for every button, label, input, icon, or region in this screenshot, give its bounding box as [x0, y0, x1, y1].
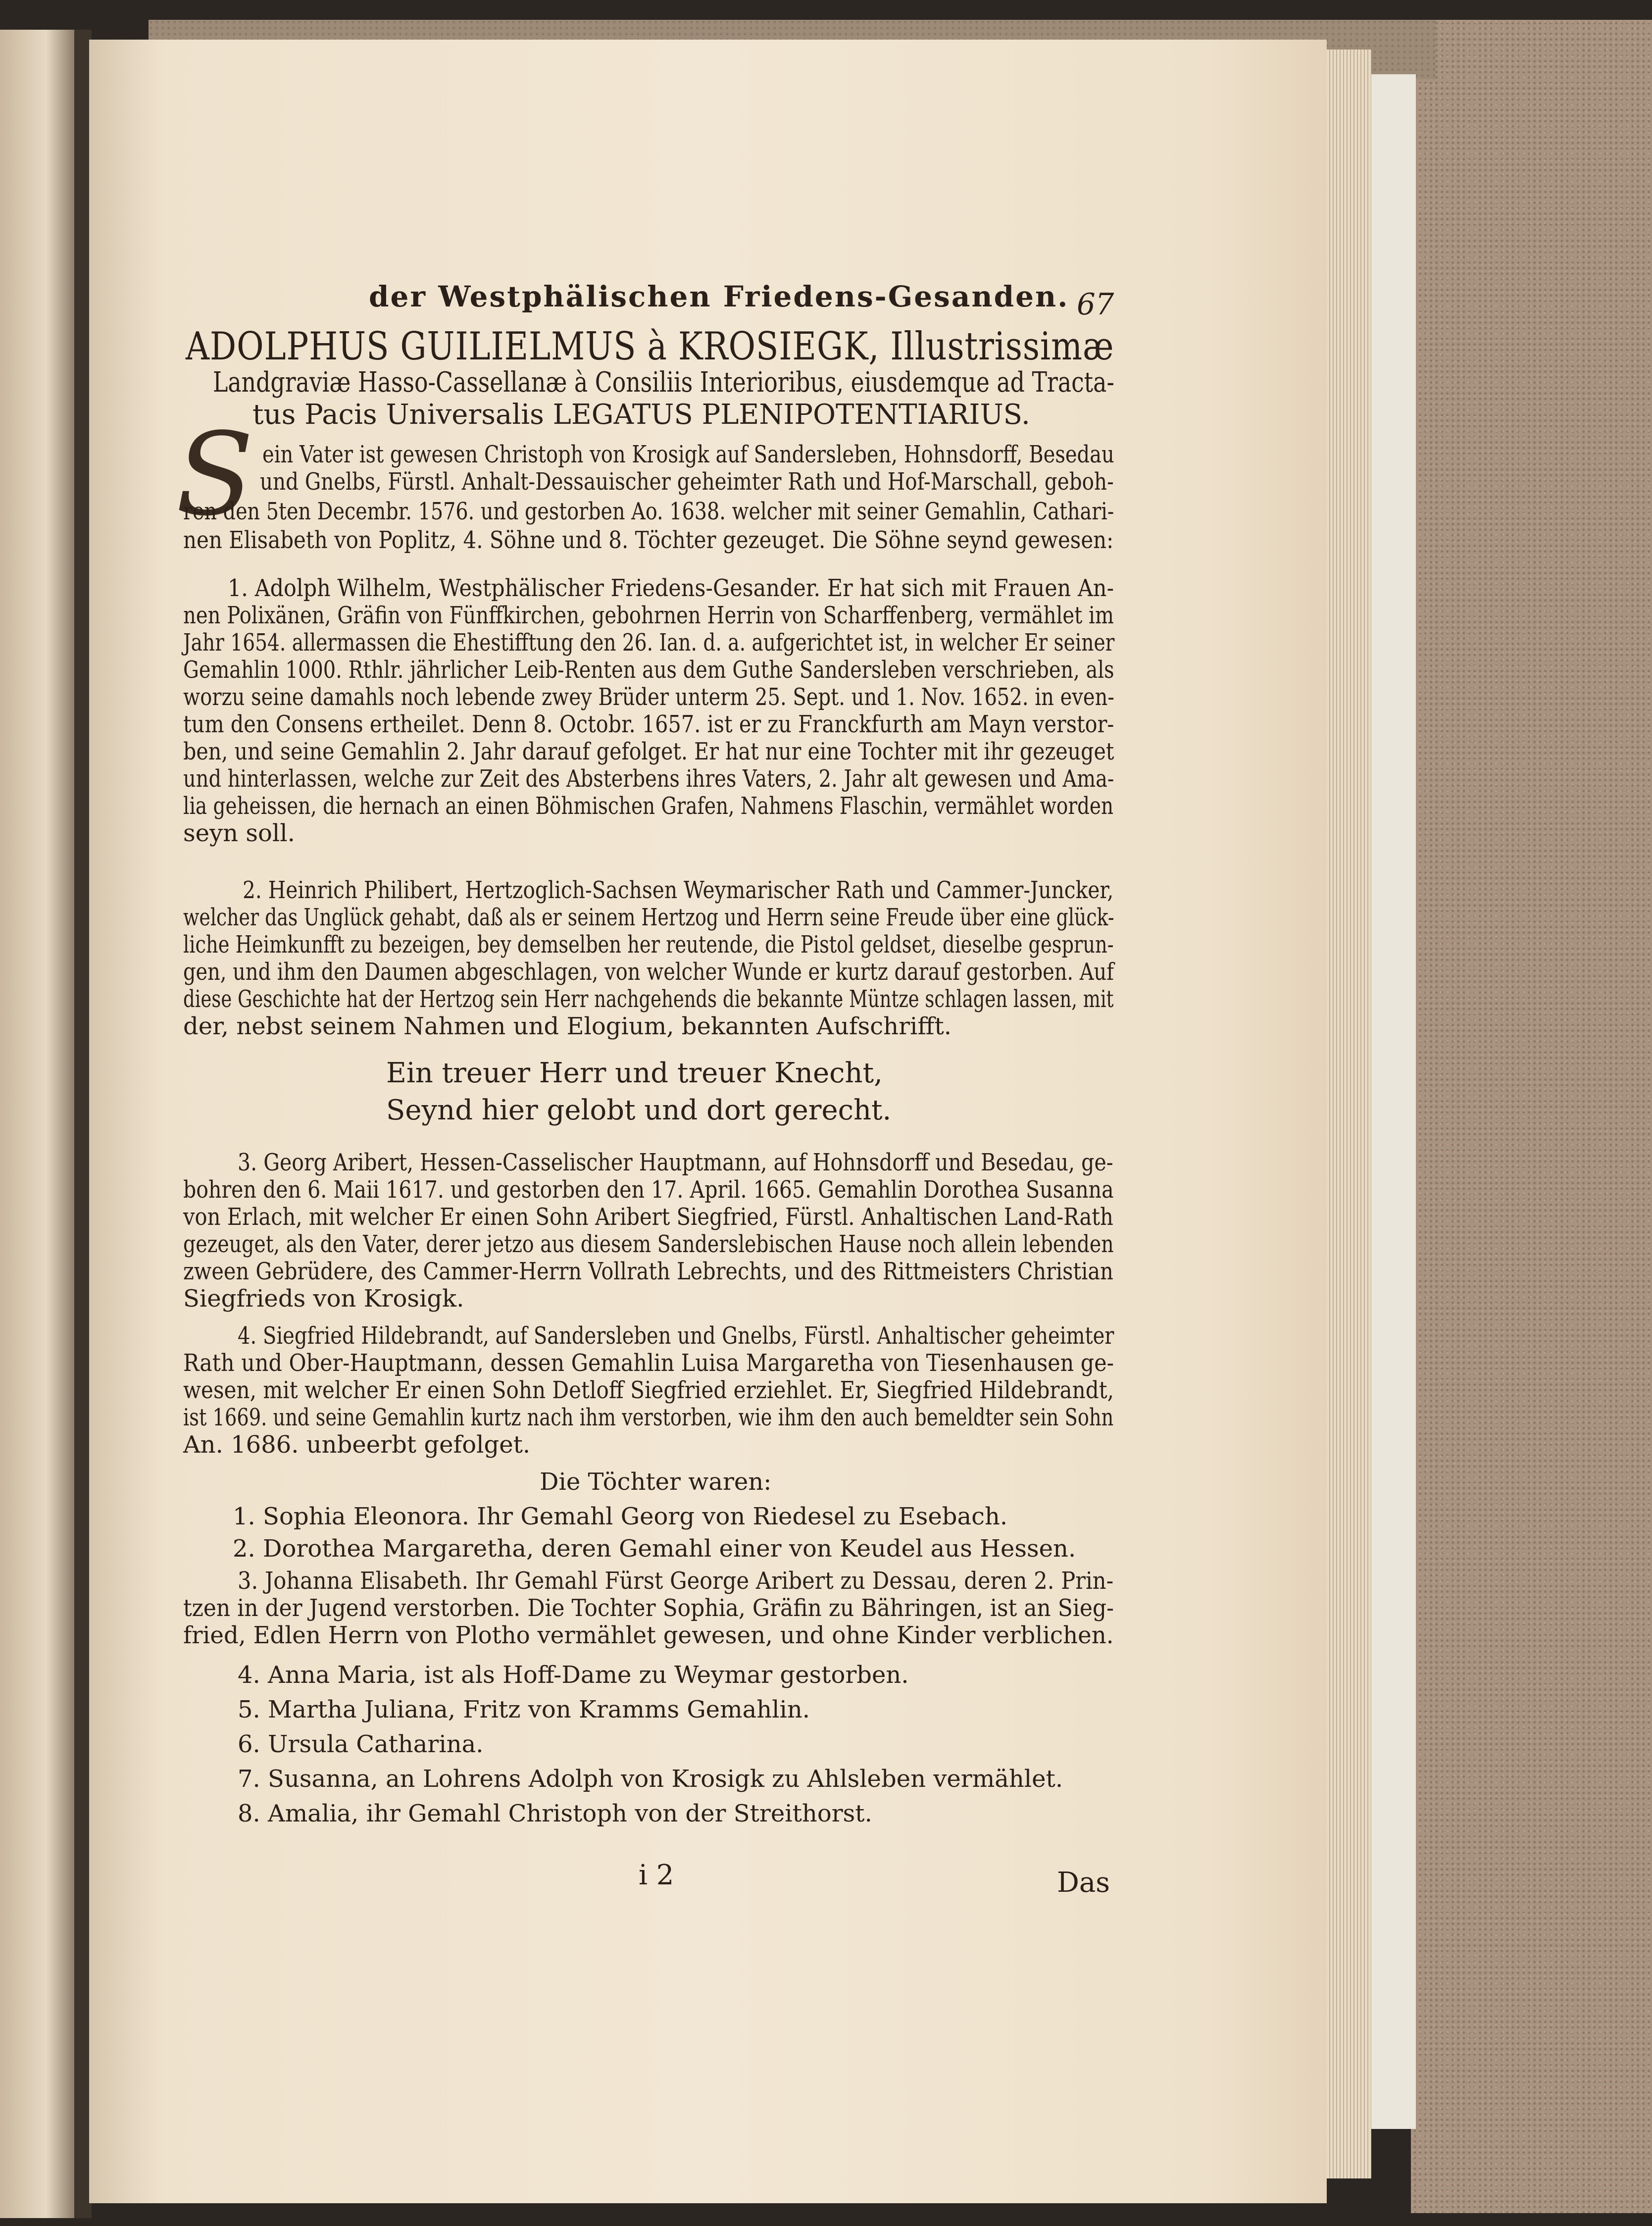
- son3-line: gezeuget, als den Vater, derer jetzo aus diesem Sanderslebischen Hause noch allein lebenden: [183, 1230, 1114, 1258]
- son1-line: worzu seine damahls noch lebende zwey Brüder unterm 25. Sept. und 1. Nov. 1652. in even-: [183, 683, 1114, 711]
- son3-line: 3. Georg Aribert, Hessen-Casselischer Hauptmann, auf Hohnsdorff und Besedau, ge-: [238, 1149, 1113, 1176]
- son3-line: Siegfrieds von Krosigk.: [183, 1285, 464, 1313]
- son4-line: An. 1686. unbeerbt gefolget.: [183, 1431, 531, 1459]
- intro-line: nen Elisabeth von Poplitz, 4. Söhne und 8. Töchter gezeuget. Die Söhne seynd gewesen:: [183, 526, 1114, 554]
- son4-line: Rath und Ober-Hauptmann, dessen Gemahlin Luisa Margaretha von Tiesenhausen ge-: [183, 1349, 1114, 1377]
- intro-line: ren den 5ten Decembr. 1576. und gestorben Ao. 1638. welcher mit seiner Gemahlin, Cathari-: [183, 498, 1114, 525]
- flyleaf: [1371, 74, 1416, 2129]
- daughter-line: 2. Dorothea Margaretha, deren Gemahl einer von Keudel aus Hessen.: [233, 1535, 1076, 1563]
- son4-line: 4. Siegfried Hildebrandt, auf Sandersleben und Gnelbs, Fürstl. Anhaltischer geheimter: [238, 1322, 1114, 1350]
- binding-board-right: [1411, 20, 1652, 2213]
- son2-line: der, nebst seinem Nahmen und Elogium, bekannten Aufschrifft.: [183, 1012, 952, 1040]
- son3-line: von Erlach, mit welcher Er einen Sohn Aribert Siegfried, Fürstl. Anhaltischen Land-Rath: [183, 1203, 1113, 1231]
- son1-line: und hinterlassen, welche zur Zeit des Absterbens ihres Vaters, 2. Jahr alt gewesen und Ama-: [183, 765, 1114, 793]
- daughter3-line: tzen in der Jugend verstorben. Die Tochter Sophia, Gräfin zu Bähringen, ist an Sieg-: [183, 1594, 1114, 1622]
- intro-line: und Gnelbs, Fürstl. Anhalt-Dessauischer geheimter Rath und Hof-Marschall, geboh-: [260, 468, 1114, 496]
- page-number: 67: [1077, 287, 1114, 322]
- son3-line: zween Gebrüdere, des Cammer-Herrn Vollrath Lebrechts, und des Rittmeisters Christian: [183, 1258, 1113, 1285]
- son1-line: 1. Adolph Wilhelm, Westphälischer Friedens-Gesander. Er hat sich mit Frauen An-: [228, 574, 1114, 602]
- daughters-heading: Die Töchter waren:: [540, 1468, 772, 1496]
- daughter-line: 6. Ursula Catharina.: [238, 1730, 484, 1758]
- intro-line: ein Vater ist gewesen Christoph von Krosigk auf Sandersleben, Hohnsdorff, Besedau: [262, 441, 1114, 468]
- facing-page-edge: [0, 30, 84, 2218]
- daughter-line: 8. Amalia, ihr Gemahl Christoph von der Streithorst.: [238, 1800, 872, 1827]
- son1-line: lia geheissen, die hernach an einen Böhmischen Grafen, Nahmens Flaschin, vermählet worden: [183, 792, 1114, 820]
- son2-line: gen, und ihm den Daumen abgeschlagen, von welcher Wunde er kurtz darauf gestorben. Auf: [183, 958, 1114, 986]
- son1-line: Gemahlin 1000. Rthlr. jährlicher Leib-Renten aus dem Guthe Sandersleben verschrieben, als: [183, 656, 1114, 684]
- decorated-initial: S: [176, 409, 254, 541]
- son1-line: nen Polixänen, Gräfin von Fünffkirchen, gebohrnen Herrin von Scharffenberg, vermählet im: [183, 602, 1114, 629]
- signature-mark: i 2: [639, 1859, 674, 1891]
- daughter-line: 7. Susanna, an Lohrens Adolph von Krosigk zu Ahlsleben vermählet.: [238, 1765, 1063, 1793]
- son4-line: ist 1669. und seine Gemahlin kurtz nach ihm verstorben, wie ihm den auch bemeldter sein Sohn: [183, 1404, 1114, 1431]
- son1-line: tum den Consens ertheilet. Denn 8. Octobr. 1657. ist er zu Franckfurth am Mayn verstor-: [183, 710, 1114, 738]
- son3-line: bohren den 6. Maii 1617. und gestorben den 17. April. 1665. Gemahlin Dorothea Susanna: [183, 1176, 1114, 1204]
- son2-line: 2. Heinrich Philibert, Hertzoglich-Sachsen Weymarischer Rath und Cammer-Juncker,: [243, 876, 1114, 904]
- son1-line: ben, und seine Gemahlin 2. Jahr darauf gefolget. Er hat nur eine Tochter mit ihr gezeuget: [183, 738, 1114, 765]
- daughter-line: 4. Anna Maria, ist als Hoff-Dame zu Weymar gestorben.: [238, 1661, 909, 1689]
- son2-line: welcher das Unglück gehabt, daß als er seinem Hertzog und Herrn seine Freude über eine glück-: [183, 904, 1114, 931]
- heading-line-1: ADOLPHUS GUILIELMUS à KROSIEGK, Illustrissimæ: [186, 324, 1114, 369]
- heading-line-2: Landgraviæ Hasso-Cassellanæ à Consiliis Interioribus, eiusdemque ad Tracta-: [213, 366, 1114, 399]
- son4-line: wesen, mit welcher Er einen Sohn Detloff Siegfried erziehlet. Er, Siegfried Hildebrandt,: [183, 1376, 1114, 1404]
- heading-line-3: tus Pacis Universalis LEGATUS PLENIPOTENTIARIUS.: [252, 399, 1030, 431]
- page-stack-edge: [1327, 50, 1371, 2178]
- daughter3-line: fried, Edlen Herrn von Plotho vermählet gewesen, und ohne Kinder verblichen.: [183, 1621, 1114, 1649]
- catchword: Das: [1057, 1867, 1110, 1899]
- son2-line: liche Heimkunfft zu bezeigen, bey demselben her reutende, die Pistol geldset, dieselbe gesprun-: [183, 931, 1114, 959]
- verse-line-2: Seynd hier gelobt und dort gerecht.: [386, 1094, 892, 1126]
- son2-line: diese Geschichte hat der Hertzog sein Herr nachgehends die bekannte Müntze schlagen lassen, mit: [183, 985, 1114, 1013]
- son1-line: seyn soll.: [183, 819, 295, 847]
- daughter-line: 1. Sophia Eleonora. Ihr Gemahl Georg von Riedesel zu Esebach.: [233, 1503, 1008, 1530]
- daughter3-line: 3. Johanna Elisabeth. Ihr Gemahl Fürst George Aribert zu Dessau, deren 2. Prin-: [238, 1567, 1114, 1595]
- running-head: der Westphälischen Friedens-Gesanden.: [369, 280, 1069, 313]
- son1-line: Jahr 1654. allermassen die Ehestifftung den 26. Ian. d. a. aufgerichtet ist, in welcher Er seiner: [183, 629, 1115, 657]
- daughter-line: 5. Martha Juliana, Fritz von Kramms Gemahlin.: [238, 1696, 810, 1723]
- verse-line-1: Ein treuer Herr und treuer Knecht,: [386, 1057, 883, 1089]
